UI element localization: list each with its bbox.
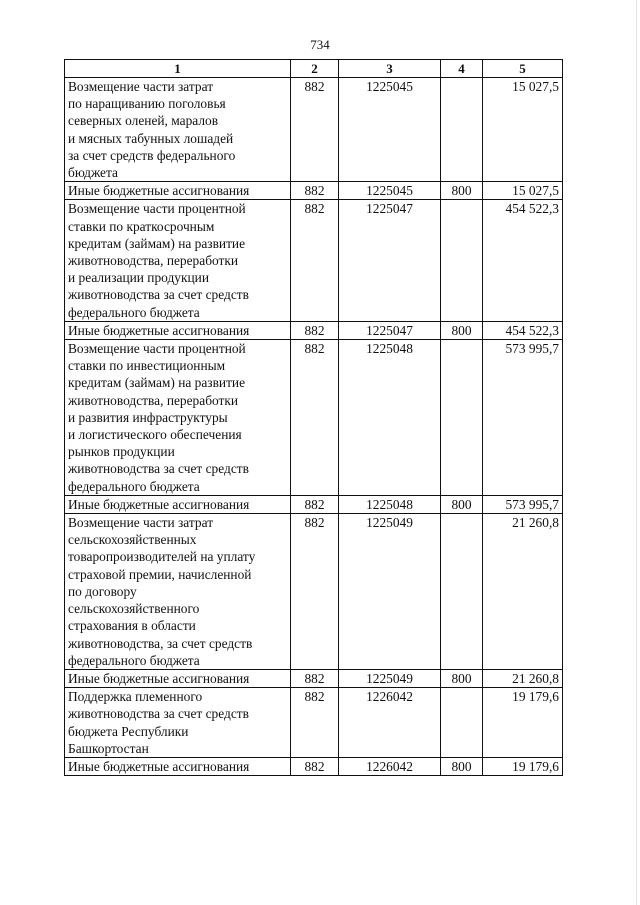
row-name: Возмещение части процентной ставки по инвестиционным кредитам (займам) на развитие животноводства, переработки и развития инфраструктуры и логистического обеспечения рынков продукции животноводства за счет средств федерального бюджета — [65, 340, 291, 496]
table-row — [65, 340, 563, 496]
row-type-code: 800 — [441, 321, 483, 339]
row-amount: 573 995,7 — [483, 495, 563, 513]
row-type-code — [441, 688, 483, 758]
row-ministry-code: 882 — [291, 200, 339, 321]
column-header-type: 4 — [441, 60, 483, 78]
row-ministry-code: 882 — [291, 182, 339, 200]
row-amount: 21 260,8 — [483, 514, 563, 670]
row-type-code: 800 — [441, 182, 483, 200]
row-name: Иные бюджетные ассигнования — [65, 495, 291, 513]
row-amount: 19 179,6 — [483, 688, 563, 758]
row-type-code: 800 — [441, 757, 483, 775]
row-ministry-code: 882 — [291, 669, 339, 687]
row-ministry-code: 882 — [291, 495, 339, 513]
scan-edge — [636, 0, 637, 905]
table-row — [65, 688, 563, 758]
budget-table — [64, 59, 563, 776]
table-header-row — [65, 60, 563, 78]
row-type-code — [441, 514, 483, 670]
row-type-code — [441, 200, 483, 321]
row-article-code: 1225045 — [339, 78, 441, 182]
row-name: Возмещение части затрат по наращиванию поголовья северных оленей, маралов и мясных табунных лошадей за счет средств федерального бюджета — [65, 78, 291, 182]
row-name: Возмещение части затрат сельскохозяйственных товаропроизводителей на уплату страховой премии, начисленной по договору сельскохозяйственного страхования в области животноводства, за счет средств федерального бюджета — [65, 514, 291, 670]
page-number: 734 — [310, 37, 330, 52]
row-type-code: 800 — [441, 669, 483, 687]
row-ministry-code: 882 — [291, 757, 339, 775]
row-article-code: 1225048 — [339, 340, 441, 496]
row-name: Иные бюджетные ассигнования — [65, 182, 291, 200]
column-header-amount: 5 — [483, 60, 563, 78]
row-ministry-code: 882 — [291, 514, 339, 670]
row-name: Поддержка племенного животноводства за счет средств бюджета Республики Башкортостан — [65, 688, 291, 758]
row-amount: 454 522,3 — [483, 321, 563, 339]
row-ministry-code: 882 — [291, 340, 339, 496]
row-name: Иные бюджетные ассигнования — [65, 757, 291, 775]
row-article-code: 1225048 — [339, 495, 441, 513]
row-amount: 15 027,5 — [483, 78, 563, 182]
column-header-name: 1 — [65, 60, 291, 78]
row-ministry-code: 882 — [291, 78, 339, 182]
table-row — [65, 182, 563, 200]
row-article-code: 1225049 — [339, 669, 441, 687]
table-row — [65, 514, 563, 670]
column-header-ministry: 2 — [291, 60, 339, 78]
row-name: Возмещение части процентной ставки по краткосрочным кредитам (займам) на развитие животноводства, переработки и реализации продукции животноводства за счет средств федерального бюджета — [65, 200, 291, 321]
row-amount: 19 179,6 — [483, 757, 563, 775]
table-row — [65, 321, 563, 339]
row-article-code: 1225049 — [339, 514, 441, 670]
row-name: Иные бюджетные ассигнования — [65, 321, 291, 339]
row-ministry-code: 882 — [291, 321, 339, 339]
table-row — [65, 200, 563, 321]
row-article-code: 1226042 — [339, 688, 441, 758]
table-row — [65, 78, 563, 182]
row-type-code: 800 — [441, 495, 483, 513]
row-type-code — [441, 340, 483, 496]
row-article-code: 1225047 — [339, 321, 441, 339]
row-article-code: 1225047 — [339, 200, 441, 321]
row-amount: 573 995,7 — [483, 340, 563, 496]
row-ministry-code: 882 — [291, 688, 339, 758]
column-header-article: 3 — [339, 60, 441, 78]
row-type-code — [441, 78, 483, 182]
row-article-code: 1225045 — [339, 182, 441, 200]
table-row — [65, 669, 563, 687]
row-article-code: 1226042 — [339, 757, 441, 775]
table-row — [65, 757, 563, 775]
row-amount: 454 522,3 — [483, 200, 563, 321]
row-amount: 21 260,8 — [483, 669, 563, 687]
row-amount: 15 027,5 — [483, 182, 563, 200]
table-row — [65, 495, 563, 513]
row-name: Иные бюджетные ассигнования — [65, 669, 291, 687]
